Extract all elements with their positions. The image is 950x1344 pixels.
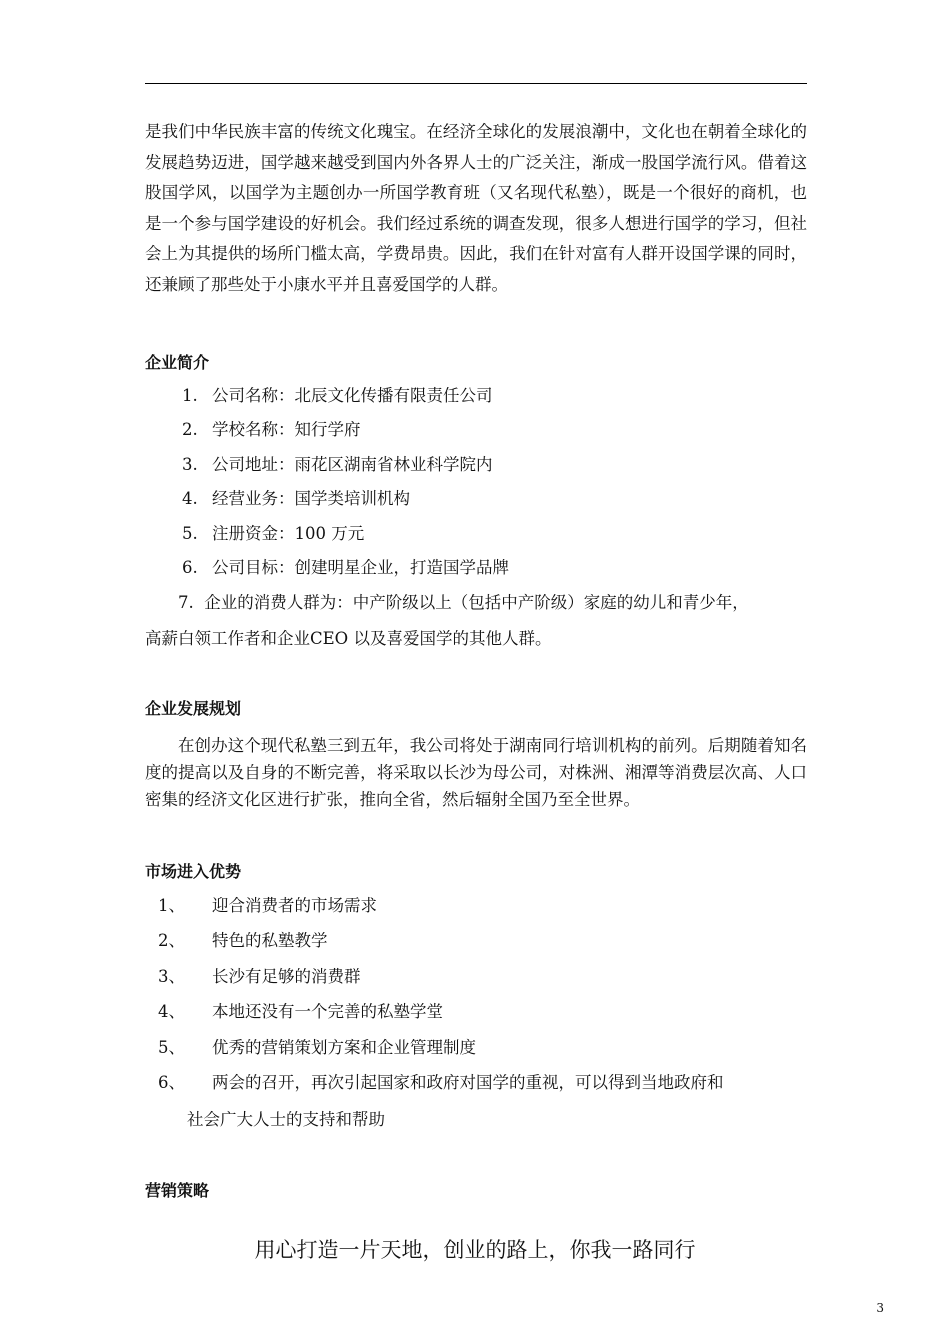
- intro-paragraph: 是我们中华民族丰富的传统文化瑰宝。在经济全球化的发展浪潮中，文化也在朝着全球化的发展趋势迈进，国学越来越受到国内外各界人士的广泛关注，渐成一股国学流行风。借着这股国学风，以国学为主题创办一所国学教育班（又名现代私塾），既是一个很好的商机，也是一个参与国学建设的好机会。我们经过系统的调查发现，很多人想进行国学的学习，但社会上为其提供的场所门槛太高，学费昂贵。因此，我们在针对富有人群开设国学课的同时，还兼顾了那些处于小康水平并且喜爱国学的人群。: [145, 122, 807, 294]
- footer-slogan: 用心打造一片天地，创业的路上，你我一路同行: [254, 1238, 696, 1262]
- company-item: 3. 公司地址：雨花区湖南省林业科学院内: [182, 455, 493, 474]
- plan-heading: 企业发展规划: [145, 699, 242, 718]
- advantage-item: 6、 两会的召开，再次引起国家和政府对国学的重视，可以得到当地政府和: [158, 1073, 724, 1092]
- company-item: 6. 公司目标：创建明星企业，打造国学品牌: [182, 558, 509, 577]
- advantage-item: 2、 特色的私塾教学: [158, 931, 328, 950]
- company-item: 1. 公司名称：北辰文化传播有限责任公司: [182, 386, 493, 405]
- advantage-item-6-cont: 社会广大人士的支持和帮助: [187, 1110, 385, 1129]
- advantage-item: 1、 迎合消费者的市场需求: [158, 896, 377, 915]
- company-item-7-line1: 7. 企业的消费人群为：中产阶级以上（包括中产阶级）家庭的幼儿和青少年，: [178, 593, 749, 612]
- company-item-7-line2: 高薪白领工作者和企业CEO 以及喜爱国学的其他人群。: [145, 629, 552, 648]
- plan-paragraph: 在创办这个现代私塾三到五年，我公司将处于湖南同行培训机构的前列。后期随着知名度的提高以及自身的不断完善，将采取以长沙为母公司，对株洲、湘潭等消费层次高、人口密集的经济文化区进行扩张，推向全省，然后辐射全国乃至全世界。: [145, 736, 807, 809]
- company-item: 5. 注册资金：100 万元: [182, 524, 365, 543]
- header-rule: [145, 83, 807, 84]
- company-item: 4. 经营业务：国学类培训机构: [182, 489, 410, 508]
- advantage-item: 3、 长沙有足够的消费群: [158, 967, 361, 986]
- advantages-heading: 市场进入优势: [145, 862, 242, 881]
- advantage-item: 4、 本地还没有一个完善的私塾学堂: [158, 1002, 443, 1021]
- company-heading: 企业简介: [145, 353, 210, 372]
- company-item: 2. 学校名称：知行学府: [182, 420, 361, 439]
- advantage-item: 5、 优秀的营销策划方案和企业管理制度: [158, 1038, 476, 1057]
- marketing-heading: 营销策略: [145, 1181, 210, 1200]
- page-number: 3: [876, 1301, 884, 1315]
